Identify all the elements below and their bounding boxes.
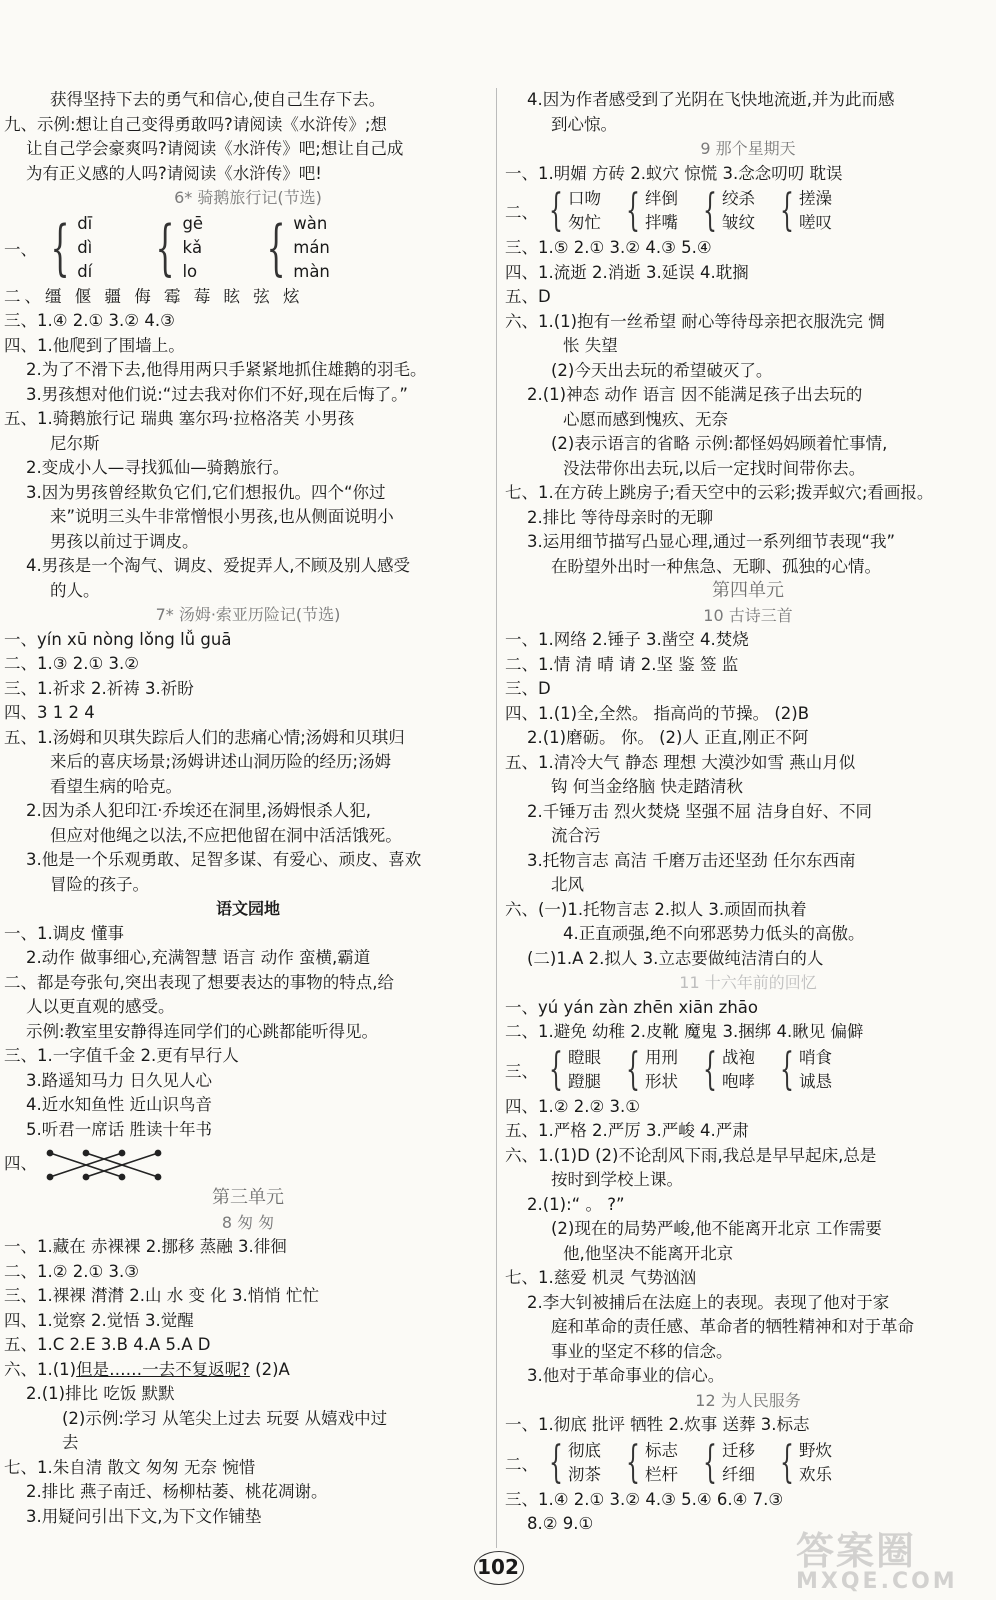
answer-line: 三、1.④ 2.① 3.② 4.③: [4, 311, 175, 330]
unit-title-3: 第三单元: [212, 1187, 284, 1208]
lesson-title-12: 12 为人民服务: [695, 1390, 801, 1410]
pinyin: kǎ: [182, 237, 203, 257]
answer-line: 2.排比 燕子南迁、杨柳枯萎、桃花凋谢。: [26, 1482, 328, 1501]
answer-line: 五、D: [505, 287, 551, 306]
match-dot: [48, 1174, 53, 1179]
answer-line: 一、1.调皮 懂事: [4, 923, 124, 943]
answer-line: (2)示例:学习 从笔尖上过去 玩耍 从嬉戏中过: [62, 1408, 388, 1428]
answer-line: 事业的坚定不移的信念。: [551, 1341, 733, 1361]
word-pair-group: [505, 1045, 991, 1095]
answer-line: 2.为了不滑下去,他得用两只手紧紧地抓住雄鹅的羽毛。: [26, 360, 427, 379]
answer-line: 一、1.藏在 赤裸裸 2.挪移 蒸融 3.徘徊: [4, 1237, 287, 1256]
answer-line: 2.变成小人—寻找狐仙—骑鹅旅行。: [26, 458, 290, 477]
answer-line: 3.用疑问引出下文,为下文作铺垫: [26, 1506, 262, 1526]
page-number-text: 102: [477, 1555, 519, 1579]
matching-lines-diagram: [44, 1147, 164, 1183]
answer-line: 六、1.(1)抱有一丝希望 耐心等待母亲把衣服洗完 惆: [505, 311, 885, 331]
match-dot: [120, 1174, 125, 1179]
answer-line: 人以更直观的感受。: [26, 997, 175, 1016]
answer-line: 为有正义感的人吗?请阅读《水浒传》吧!: [26, 163, 322, 183]
unit-title-4: 第四单元: [712, 580, 784, 601]
brace-group: [542, 1436, 601, 1488]
answer-line: 四、1.(1)全,全然。 指高尚的节操。 (2)B: [505, 703, 810, 723]
brace-icon: {: [626, 1436, 640, 1488]
word: 嗟叹: [799, 213, 832, 232]
word: 迁移: [722, 1440, 755, 1460]
pinyin: dī: [77, 213, 93, 233]
answer-line: 北风: [551, 875, 584, 894]
answer-line: 二、1.② 2.① 3.③: [4, 1261, 140, 1281]
answer-line: 四、1.他爬到了围墙上。: [4, 335, 185, 355]
brace-group: [773, 1436, 832, 1488]
answer-line: 心愿而感到愧疚、无奈: [563, 409, 728, 429]
match-dot: [156, 1150, 161, 1155]
pinyin: lo: [182, 261, 198, 281]
answer-line: 七、1.在方砖上跳房子;看天空中的云彩;拨弄蚁穴;看画报。: [505, 483, 934, 502]
answer-line: 四、1.觉察 2.觉悟 3.觉醒: [4, 1310, 194, 1330]
brace-icon: {: [703, 185, 717, 236]
watermark-url: MXQE.COM: [796, 1569, 958, 1594]
word: 绞杀: [722, 189, 755, 208]
word: 匆忙: [568, 213, 601, 232]
matching-row: [4, 1142, 492, 1186]
answer-line: 三、1.一字值千金 2.更有早行人: [4, 1046, 239, 1065]
answer-line: (2)表示语言的省略 示例:都怪妈妈顾着忙事情,: [551, 434, 888, 453]
brace-group: [619, 1436, 678, 1488]
word: 搓澡: [799, 189, 832, 208]
pinyin-group: [4, 211, 492, 285]
word: 纤细: [722, 1464, 755, 1484]
question-label: 三、: [505, 1061, 538, 1081]
answer-line: 五、1.严格 2.严厉 3.严峻 4.严肃: [505, 1121, 749, 1140]
lesson-title-8: 8 匆 匆: [221, 1212, 275, 1232]
answer-line: 2.(1)磨砺。 你。 (2)人 正直,刚正不阿: [527, 728, 809, 747]
brace-group: [542, 1043, 601, 1095]
answer-line: 2.排比 等待母亲时的无聊: [527, 507, 713, 527]
answer-line: 3.男孩想对他们说:“过去我对你们不好,现在后悔了。”: [26, 384, 408, 404]
answer-line: 他,他坚决不能离开北京: [563, 1243, 734, 1263]
answer-line: 三、1.祈求 2.祈祷 3.祈盼: [4, 678, 194, 698]
brace-icon: {: [626, 185, 640, 236]
brace-icon: {: [780, 185, 794, 236]
answer-line: 3.因为男孩曾经欺负它们,它们想报仇。四个“你过: [26, 482, 386, 502]
answer-line: 3.运用细节描写凸显心理,通过一系列细节表现“我”: [527, 532, 896, 551]
answer-line: 获得坚持下去的勇气和信心,使自己生存下去。: [50, 90, 386, 109]
right-column: [505, 88, 991, 1537]
brace-group: [41, 212, 92, 284]
question-label: 一、: [4, 239, 37, 259]
answer-line: 一、1.网络 2.锤子 3.凿空 4.焚烧: [505, 630, 749, 649]
answer-line: 4.因为作者感受到了光阴在飞快地流逝,并为此而感: [527, 90, 895, 109]
word: 哨食: [799, 1047, 832, 1067]
answer-line: 四、3 1 2 4: [4, 703, 95, 722]
word: 咆哮: [722, 1071, 755, 1091]
match-dot: [48, 1150, 53, 1155]
pinyin-stack: [293, 212, 330, 284]
answer-line: (2)现在的局势严峻,他不能离开北京 工作需要: [551, 1219, 882, 1238]
answer-line: 三、1.④ 2.① 3.② 4.③ 5.④ 6.④ 7.③: [505, 1489, 784, 1509]
pinyin-stack: [77, 212, 92, 284]
watermark-logo: [796, 1520, 986, 1592]
answer-line: (2)今天出去玩的希望破灭了。: [551, 360, 773, 380]
answer-line: 六、1.(1)D (2)不论刮风下雨,我总是早早起床,总是: [505, 1145, 877, 1165]
answer-line: (二)1.A 2.拟人 3.立志要做纯洁清白的人: [527, 948, 824, 968]
answer-line: 2.千锤万击 烈火焚烧 坚强不屈 洁身自好、不同: [527, 801, 872, 821]
lesson-title-9: 9 那个星期天: [700, 139, 796, 158]
word: 绊倒: [645, 189, 678, 208]
brace-icon: {: [155, 212, 175, 283]
answer-line: 男孩以前过于调皮。: [50, 531, 199, 551]
brace-group: [696, 1043, 755, 1095]
answer-line: 一、1.彻底 批评 牺牲 2.炊事 送葬 3.标志: [505, 1415, 810, 1434]
answer-line: 二、1.避免 幼稚 2.皮靴 魔鬼 3.捆绑 4.瞅见 偏僻: [505, 1022, 864, 1041]
answer-line: 钩 何当金络脑 快走踏清秋: [551, 777, 743, 796]
answer-line: 2.动作 做事细心,充满智慧 语言 动作 蛮横,霸道: [26, 948, 371, 967]
word: 用刑: [645, 1047, 678, 1067]
pinyin-stack: [182, 212, 203, 284]
match-dot: [156, 1174, 161, 1179]
word: 栏杆: [645, 1464, 678, 1484]
answer-line: 三、1.⑤ 2.① 3.② 4.③ 5.④: [505, 238, 712, 257]
question-label: 二、: [505, 203, 538, 222]
match-dot: [84, 1174, 89, 1179]
answer-line: 六、(一)1.托物言志 2.拟人 3.顽固而执着: [505, 899, 807, 919]
answer-line: 尼尔斯: [50, 433, 100, 453]
answer-line: 让自己学会豪爽吗?请阅读《水浒传》吧;想让自己成: [26, 139, 404, 158]
question-label: 二、: [505, 1454, 538, 1474]
watermark-text: 答案圈: [796, 1529, 917, 1573]
answer-line: 2.因为杀人犯印江·乔埃还在洞里,汤姆恨杀人犯,: [26, 801, 371, 820]
pinyin: wàn: [293, 213, 328, 233]
answer-line: 冒险的孩子。: [50, 874, 149, 894]
column-divider: [496, 88, 497, 1548]
word: 彻底: [568, 1440, 601, 1460]
answer-line: 七、1.朱自清 散文 匆匆 无奈 惋惜: [4, 1457, 256, 1477]
brace-group: [696, 187, 755, 235]
word: 蹬腿: [568, 1071, 601, 1091]
lesson-title-10: 10 古诗三首: [703, 605, 793, 625]
answer-text: 六、1.(1): [4, 1359, 77, 1379]
brace-icon: {: [549, 185, 563, 236]
word-pair-group: [505, 1438, 991, 1488]
brace-icon: {: [703, 1043, 717, 1095]
answer-line: 3.托物言志 高洁 千磨万击还坚劲 任尔东西南: [527, 850, 856, 870]
left-column: [4, 88, 492, 1529]
word: 瞪眼: [568, 1047, 601, 1067]
word-pair-group: [505, 186, 991, 236]
answer-line: 到心惊。: [551, 114, 617, 134]
answer-line: 8.② 9.①: [527, 1514, 594, 1533]
brace-icon: {: [50, 212, 70, 283]
answer-line: [4, 1358, 492, 1383]
underlined-answer: 但是……一去不复返呢?: [76, 1359, 250, 1379]
word: 野炊: [799, 1440, 832, 1460]
brace-group: [773, 187, 832, 235]
answer-line: 五、1.骑鹅旅行记 瑞典 塞尔玛·拉格洛芙 小男孩: [4, 409, 355, 428]
answer-line: 九、示例:想让自己变得勇敢吗?请阅读《水浒传》;想: [4, 114, 387, 134]
match-dot: [120, 1150, 125, 1155]
answer-line: 四、1.流逝 2.消逝 3.延误 4.耽搁: [505, 262, 749, 282]
answer-line: 庭和革命的责任感、革命者的牺牲精神和对于革命: [551, 1317, 914, 1336]
match-dot: [84, 1150, 89, 1155]
pinyin: mán: [293, 237, 330, 257]
answer-line: 在盼望外出时一种焦急、无聊、孤独的心情。: [551, 556, 881, 576]
answer-line: 2.(1)神态 动作 语言 因不能满足孩子出去玩的: [527, 385, 863, 404]
answer-line: 七、1.慈爱 机灵 气势汹汹: [505, 1268, 697, 1287]
answer-line: 二、都是夸张句,突出表现了想要表达的事物的特点,给: [4, 972, 394, 992]
brace-icon: {: [780, 1436, 794, 1488]
lesson-title-11: 11 十六年前的回忆: [679, 973, 817, 992]
answer-line: 三、1.裸裸 潸潸 2.山 水 变 化 3.悄悄 忙忙: [4, 1286, 319, 1305]
answer-line: 2.(1):“ 。 ?”: [527, 1194, 625, 1214]
word: 沏茶: [568, 1464, 601, 1484]
word: 形状: [645, 1071, 678, 1091]
brace-group: [619, 1043, 678, 1095]
answer-line: 4.近水知鱼性 近山识鸟音: [26, 1095, 212, 1114]
page-number: [466, 1555, 530, 1579]
answer-line: 去: [62, 1433, 79, 1452]
pinyin: dì: [77, 237, 93, 257]
brace-icon: {: [780, 1043, 794, 1095]
answer-line: 五、1.清冷大气 静态 理想 大漠沙如雪 燕山月似: [505, 752, 856, 772]
pinyin: dí: [77, 261, 93, 281]
brace-group: [257, 212, 330, 284]
answer-line: 按时到学校上课。: [551, 1170, 683, 1189]
brace-icon: {: [703, 1436, 717, 1488]
answer-line: 5.听君一席话 胜读十年书: [26, 1119, 212, 1139]
answer-line: 3.路遥知马力 日久见人心: [26, 1070, 212, 1090]
lesson-title-6: 6* 骑鹅旅行记(节选): [174, 188, 322, 207]
answer-line: 2.李大钊被捕后在法庭上的表现。表现了他对于家: [527, 1292, 890, 1312]
brace-group: [619, 187, 678, 235]
answer-line: 来”说明三头牛非常憎恨小男孩,也从侧面说明小: [50, 507, 394, 526]
brace-icon: {: [549, 1436, 563, 1488]
section-title-yuwen-yuandi: 语文园地: [215, 899, 280, 918]
brace-group: [542, 187, 601, 235]
lesson-title-7: 7* 汤姆·索亚历险记(节选): [155, 605, 341, 624]
brace-group: [773, 1043, 832, 1095]
answer-text: (2)A: [249, 1359, 290, 1379]
answer-line: 怅 失望: [563, 336, 618, 355]
answer-line: 二、1.情 清 晴 请 2.坚 鉴 签 监: [505, 654, 739, 674]
answer-line: 二、缰 偃 疆 侮 霉 莓 眩 弦 炫: [4, 286, 304, 306]
brace-icon: {: [626, 1043, 640, 1095]
answer-line: 一、yú yán zàn zhēn xiān zhāo: [505, 997, 758, 1017]
word: 标志: [645, 1440, 678, 1460]
answer-line: 3.他是一个乐观勇敢、足智多谋、有爱心、顽皮、喜欢: [26, 850, 422, 869]
answer-line: 四、1.② 2.② 3.①: [505, 1096, 641, 1116]
pinyin: gē: [182, 213, 204, 233]
answer-line: 示例:教室里安静得连同学们的心跳都能听得见。: [26, 1021, 379, 1041]
word: 拌嘴: [645, 213, 678, 232]
answer-line: 3.他对于革命事业的信心。: [527, 1366, 725, 1385]
brace-icon: {: [549, 1043, 563, 1095]
answer-line: 一、1.明媚 方砖 2.蚁穴 惊慌 3.念念叨叨 耽误: [505, 163, 843, 183]
word: 诚恳: [799, 1071, 832, 1091]
answer-line: 一、yín xū nòng lǒng lǚ guā: [4, 629, 232, 649]
answer-line: 没法带你出去玩,以后一定找时间带你去。: [563, 458, 866, 478]
brace-group: [146, 212, 203, 284]
word: 皱纹: [722, 213, 755, 232]
word: 战袍: [722, 1047, 755, 1067]
answer-line: 来后的喜庆场景;汤姆讲述山洞历险的经历;汤姆: [50, 752, 392, 771]
question-label: 四、: [4, 1154, 37, 1173]
answer-line: 2.(1)排比 吃饭 默默: [26, 1384, 175, 1403]
word: 口吻: [568, 189, 601, 208]
answer-line: 三、D: [505, 679, 551, 698]
answer-line: 五、1.C 2.E 3.B 4.A 5.A D: [4, 1335, 211, 1354]
pinyin: màn: [293, 261, 330, 281]
answer-line: 五、1.汤姆和贝琪失踪后人们的悲痛心情;汤姆和贝琪归: [4, 727, 405, 747]
word: 欢乐: [799, 1464, 832, 1484]
answer-line: 流合污: [551, 826, 601, 845]
answer-line: 4.正直顽强,绝不向邪恶势力低头的高傲。: [563, 924, 865, 943]
answer-line: 二、1.③ 2.① 3.②: [4, 654, 140, 673]
answer-line: 4.男孩是一个淘气、调皮、爱捉弄人,不顾及别人感受: [26, 556, 410, 575]
answer-line: 看望生病的哈克。: [50, 776, 182, 796]
brace-icon: {: [266, 212, 286, 283]
answer-line: 但应对他绳之以法,不应把他留在洞中活活饿死。: [50, 825, 402, 845]
answer-line: 的人。: [50, 580, 100, 600]
brace-group: [696, 1436, 755, 1488]
